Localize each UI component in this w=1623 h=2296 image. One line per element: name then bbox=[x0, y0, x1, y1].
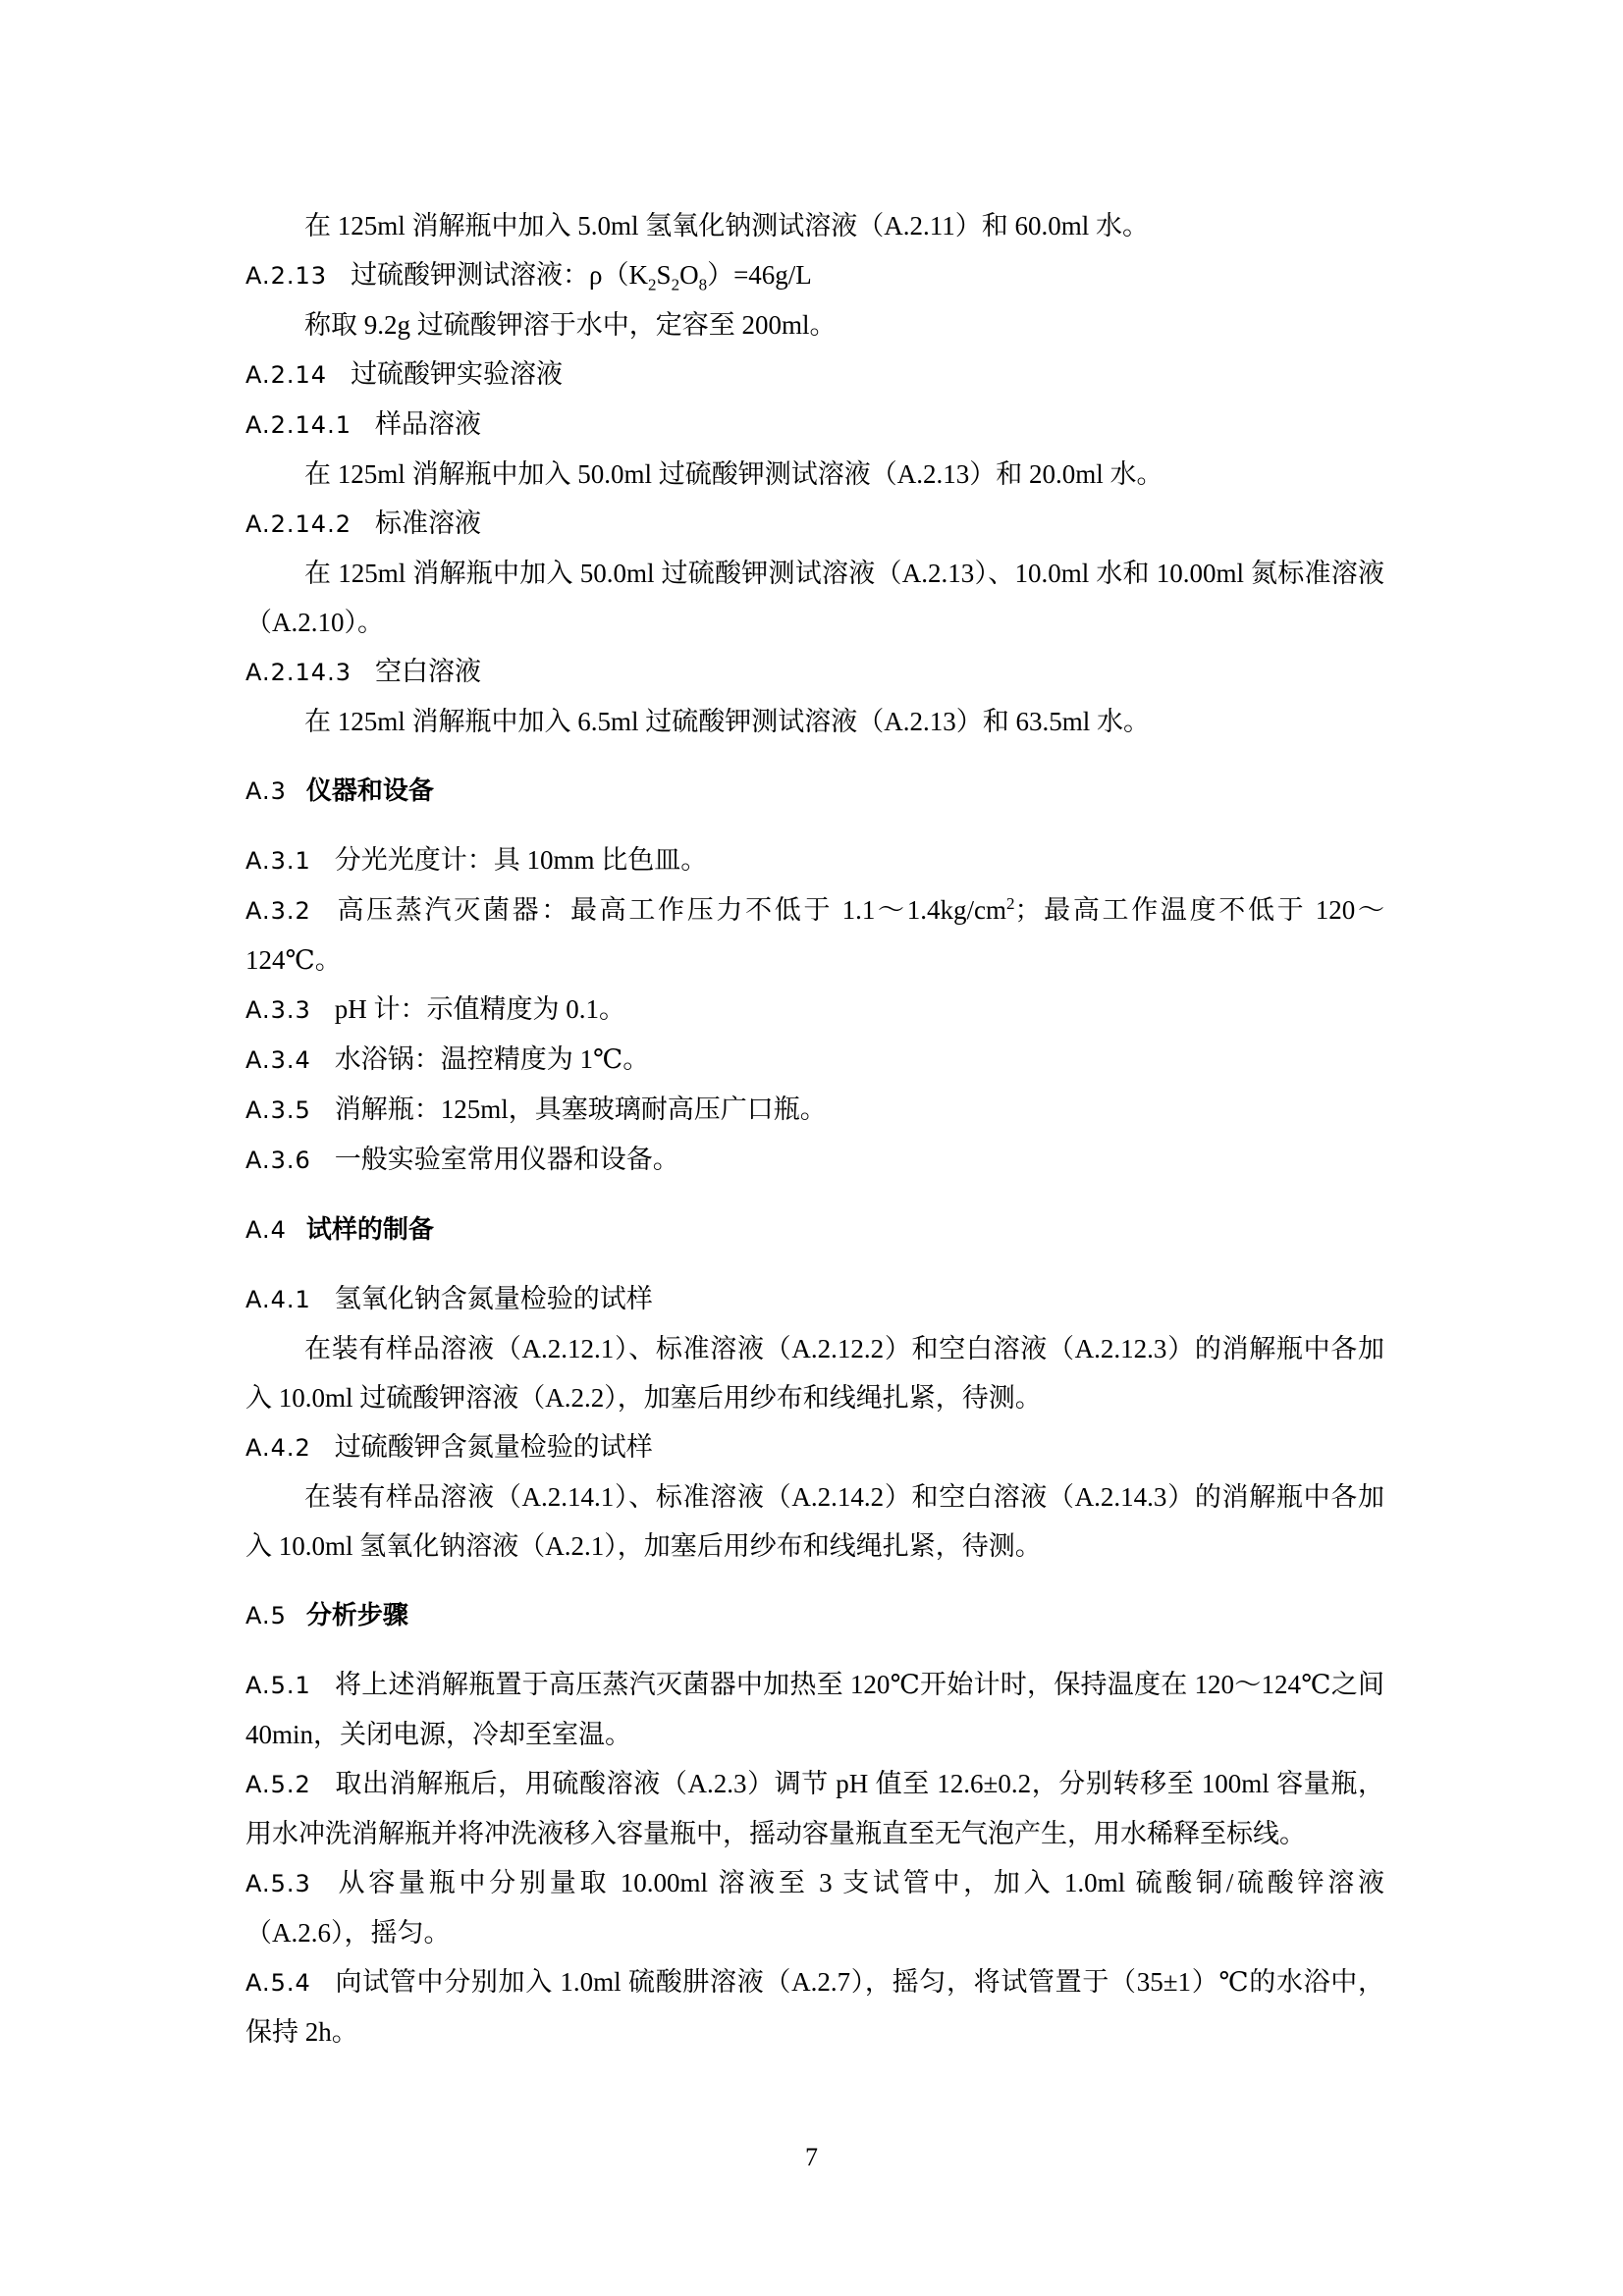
section-number: A.5 bbox=[245, 1602, 287, 1629]
clause-number: A.3.5 bbox=[245, 1096, 311, 1124]
page-number: 7 bbox=[805, 2143, 818, 2171]
paragraph: 在 125ml 消解瓶中加入 50.0ml 过硫酸钾测试溶液（A.2.13）、10.0ml 水和 10.00ml 氮标准溶液（A.2.10）。 bbox=[245, 559, 1384, 637]
section-heading-a4 bbox=[245, 1204, 1384, 1255]
clause-number: A.2.14.1 bbox=[245, 411, 352, 439]
clause-title: 空白溶液 bbox=[374, 657, 481, 686]
clause-number: A.3.2 bbox=[245, 897, 311, 925]
section-title: 试样的制备 bbox=[305, 1215, 434, 1245]
clause-a2-14-2 bbox=[245, 499, 1384, 549]
clause-text: 取出消解瓶后，用硫酸溶液（A.2.3）调节 pH 值至 12.6±0.2，分别转移至 100ml 容量瓶，用水冲洗消解瓶并将冲洗液移入容量瓶中，摇动容量瓶直至无气泡产生，用水稀释至标线。 bbox=[245, 1769, 1384, 1848]
section-title: 分析步骤 bbox=[305, 1601, 408, 1630]
clause-number: A.5.1 bbox=[245, 1672, 311, 1699]
paragraph: 在 125ml 消解瓶中加入 6.5ml 过硫酸钾测试溶液（A.2.13）和 63.5ml 水。 bbox=[304, 707, 1151, 736]
clause-a2-14 bbox=[245, 349, 1384, 400]
clause-a5-3 bbox=[245, 1858, 1384, 1957]
clause-a2-13 bbox=[245, 250, 1384, 300]
clause-a4-2 bbox=[245, 1422, 1384, 1472]
clause-text: 过硫酸钾测试溶液：$\rho(K_2S_2O_8)=46g/L$ bbox=[351, 260, 812, 294]
clause-text: 将上述消解瓶置于高压蒸汽灭菌器中加热至 120℃开始计时，保持温度在 120～124℃之间 40min，关闭电源，冷却至室温。 bbox=[245, 1670, 1384, 1749]
paragraph: 在 125ml 消解瓶中加入 50.0ml 过硫酸钾测试溶液（A.2.13）和 20.0ml 水。 bbox=[304, 459, 1163, 489]
clause-number: A.2.14.3 bbox=[245, 659, 352, 686]
clause-number: A.4.1 bbox=[245, 1286, 311, 1313]
clause-a5-4 bbox=[245, 1957, 1384, 2056]
clause-number: A.3.6 bbox=[245, 1147, 311, 1174]
paragraph: 在装有样品溶液（A.2.12.1）、标准溶液（A.2.12.2）和空白溶液（A.2.12.3）的消解瓶中各加入 10.0ml 过硫酸钾溶液（A.2.2），加塞后用纱布和线绳扎紧，待测。 bbox=[245, 1334, 1384, 1413]
clause-a3-4 bbox=[245, 1035, 1384, 1085]
clause-title: 过硫酸钾实验溶液 bbox=[351, 359, 564, 389]
clause-number: A.5.4 bbox=[245, 1969, 311, 1997]
clause-title: 过硫酸钾含氮量检验的试样 bbox=[334, 1432, 653, 1462]
clause-text: 一般实验室常用仪器和设备。 bbox=[334, 1145, 679, 1174]
clause-text: pH 计：示值精度为 0.1。 bbox=[334, 994, 626, 1024]
clause-number: A.3.1 bbox=[245, 847, 311, 875]
clause-number: A.2.14.2 bbox=[245, 510, 352, 538]
paragraph: 在装有样品溶液（A.2.14.1）、标准溶液（A.2.14.2）和空白溶液（A.2.14.3）的消解瓶中各加入 10.0ml 氢氧化钠溶液（A.2.1），加塞后用纱布和线绳扎紧，待测。 bbox=[245, 1482, 1384, 1561]
clause-text: 水浴锅：温控精度为 1℃。 bbox=[334, 1044, 650, 1074]
clause-a3-2 bbox=[245, 885, 1384, 985]
clause-number: A.4.2 bbox=[245, 1434, 311, 1462]
clause-a3-1 bbox=[245, 835, 1384, 885]
paragraph: 在 125ml 消解瓶中加入 5.0ml 氢氧化钠测试溶液（A.2.11）和 60.0ml 水。 bbox=[304, 211, 1150, 240]
clause-a3-5 bbox=[245, 1085, 1384, 1135]
clause-title: 样品溶液 bbox=[374, 409, 481, 439]
clause-a2-14-3 bbox=[245, 647, 1384, 697]
clause-text: 向试管中分别加入 1.0ml 硫酸肼溶液（A.2.7），摇匀，将试管置于（35±1）℃的水浴中，保持 2h。 bbox=[245, 1967, 1384, 2047]
clause-number: A.3.4 bbox=[245, 1046, 311, 1074]
section-number: A.3 bbox=[245, 777, 287, 805]
clause-title: 氢氧化钠含氮量检验的试样 bbox=[334, 1284, 653, 1313]
clause-text: 高压蒸汽灭菌器：最高工作压力不低于 $1.1\sim 1.4kg/cm^2$；最高工作温度不低于 120～124℃。 bbox=[245, 894, 1384, 975]
section-heading-a3 bbox=[245, 766, 1384, 816]
clause-title: 标准溶液 bbox=[374, 508, 481, 538]
clause-a4-1 bbox=[245, 1274, 1384, 1324]
clause-number: A.3.3 bbox=[245, 996, 311, 1024]
clause-a3-3 bbox=[245, 985, 1384, 1035]
clause-number: A.2.14 bbox=[245, 361, 328, 389]
clause-a5-1 bbox=[245, 1660, 1384, 1759]
clause-text: 分光光度计：具 10mm 比色皿。 bbox=[334, 845, 708, 875]
clause-a2-14-1 bbox=[245, 400, 1384, 450]
clause-number: A.5.3 bbox=[245, 1870, 311, 1897]
clause-number: A.5.2 bbox=[245, 1771, 311, 1798]
paragraph: 称取 9.2g 过硫酸钾溶于水中，定容至 200ml。 bbox=[304, 310, 837, 340]
clause-a5-2 bbox=[245, 1759, 1384, 1858]
clause-a3-6 bbox=[245, 1135, 1384, 1185]
clause-text: 消解瓶：125ml，具塞玻璃耐高压广口瓶。 bbox=[334, 1095, 827, 1124]
section-number: A.4 bbox=[245, 1216, 287, 1244]
clause-number: A.2.13 bbox=[245, 262, 328, 290]
clause-text: 从容量瓶中分别量取 10.00ml 溶液至 3 支试管中，加入 1.0ml 硫酸铜/硫酸锌溶液（A.2.6），摇匀。 bbox=[245, 1868, 1384, 1948]
page-content bbox=[245, 201, 1384, 2056]
section-heading-a5 bbox=[245, 1590, 1384, 1640]
section-title: 仪器和设备 bbox=[305, 776, 434, 806]
